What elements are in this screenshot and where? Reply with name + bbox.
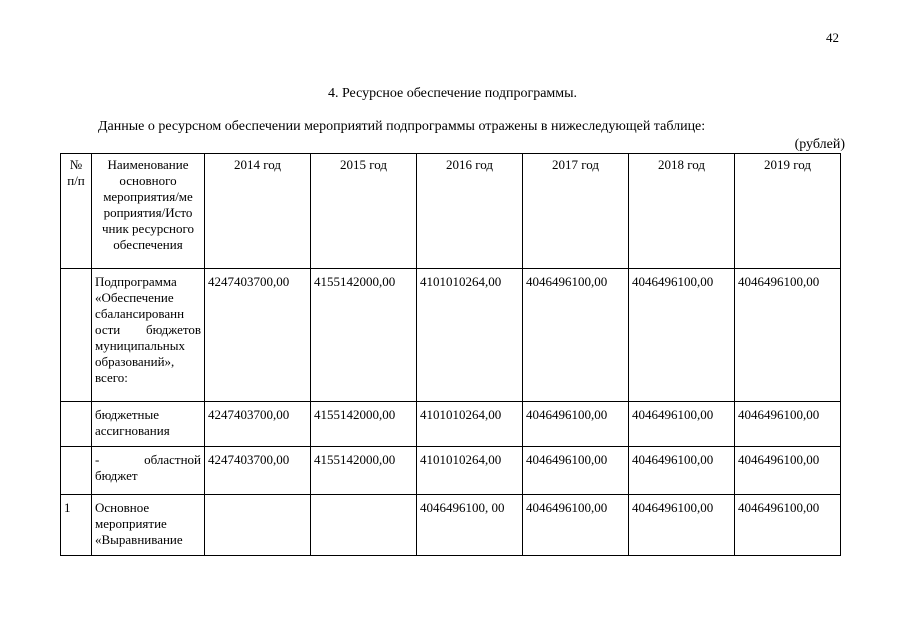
header-name-line: обеспечения (113, 237, 183, 252)
value-cell: 4046496100,00 (735, 495, 841, 556)
value-cell (311, 495, 417, 556)
value-cell: 4046496100,00 (629, 402, 735, 447)
row-name-cell (92, 495, 205, 556)
value-cell: 4046496100,00 (629, 447, 735, 495)
value-cell: 4046496100,00 (523, 269, 629, 402)
value-cell: 4046496100,00 (523, 495, 629, 556)
row-name-line: ассигнования (95, 423, 170, 438)
value-cell: 4046496100,00 (735, 269, 841, 402)
value-cell: 4247403700,00 (205, 447, 311, 495)
table-row (61, 447, 841, 495)
page-number: 42 (826, 30, 839, 45)
units-label: (рублей) (794, 137, 845, 152)
row-name-line: Подпрограмма (95, 274, 177, 289)
header-name-line: роприятия/Исто (103, 205, 193, 220)
row-name-cell (92, 447, 205, 495)
row-name-line: бюджет (95, 468, 138, 483)
header-name-line: основного (119, 173, 177, 188)
header-name-line: мероприятия/ме (103, 189, 193, 204)
section-title: 4. Ресурсное обеспечение подпрограммы. (327, 86, 578, 101)
row-name-cell (92, 269, 205, 402)
value-cell: 4155142000,00 (311, 447, 417, 495)
header-number-cell (61, 154, 92, 269)
row-name-line: - областной (95, 452, 201, 467)
header-year-2014: 2014 год (205, 154, 311, 269)
table-row (61, 495, 841, 556)
value-cell: 4046496100,00 (735, 447, 841, 495)
row-number (61, 402, 92, 447)
row-number: 1 (61, 495, 92, 556)
row-name-line: «Обеспечение (95, 290, 174, 305)
intro-paragraph: Данные о ресурсном обеспечении мероприятий подпрограммы отражены в нижеследующей таблице: (98, 119, 706, 134)
value-cell: 4247403700,00 (205, 402, 311, 447)
value-cell: 4046496100, 00 (417, 495, 523, 556)
value-cell: 4247403700,00 (205, 269, 311, 402)
row-name-cell (92, 402, 205, 447)
resource-table (60, 153, 841, 556)
header-year-2019: 2019 год (735, 154, 841, 269)
value-cell: 4046496100,00 (629, 269, 735, 402)
row-number (61, 269, 92, 402)
value-cell: 4155142000,00 (311, 269, 417, 402)
header-number-line1: № (69, 157, 83, 172)
header-name-cell (92, 154, 205, 269)
value-cell: 4046496100,00 (523, 447, 629, 495)
row-name-line: «Выравнивание (95, 532, 183, 547)
header-name-line: Наименование (107, 157, 189, 172)
value-cell: 4101010264,00 (417, 447, 523, 495)
value-cell (205, 495, 311, 556)
value-cell: 4155142000,00 (311, 402, 417, 447)
row-name-line: всего: (95, 370, 128, 385)
value-cell: 4046496100,00 (523, 402, 629, 447)
row-name-line: сбалансированн (95, 306, 185, 321)
header-year-2015: 2015 год (311, 154, 417, 269)
row-number (61, 447, 92, 495)
table-row (61, 269, 841, 402)
header-name-line: чник ресурсного (102, 221, 194, 236)
row-name-line: бюджетные (95, 407, 160, 422)
header-number-line2: п/п (67, 173, 85, 188)
row-name-line: мероприятие (95, 516, 167, 531)
row-name-line: Основное (95, 500, 150, 515)
header-year-2018: 2018 год (629, 154, 735, 269)
table-header-row (61, 154, 841, 269)
value-cell: 4101010264,00 (417, 269, 523, 402)
row-name-line: образований», (95, 354, 175, 369)
header-year-2016: 2016 год (417, 154, 523, 269)
header-year-2017: 2017 год (523, 154, 629, 269)
value-cell: 4046496100,00 (629, 495, 735, 556)
value-cell: 4046496100,00 (735, 402, 841, 447)
table-row (61, 402, 841, 447)
row-name-line: ости бюджетов (95, 322, 201, 337)
value-cell: 4101010264,00 (417, 402, 523, 447)
row-name-line: муниципальных (95, 338, 186, 353)
